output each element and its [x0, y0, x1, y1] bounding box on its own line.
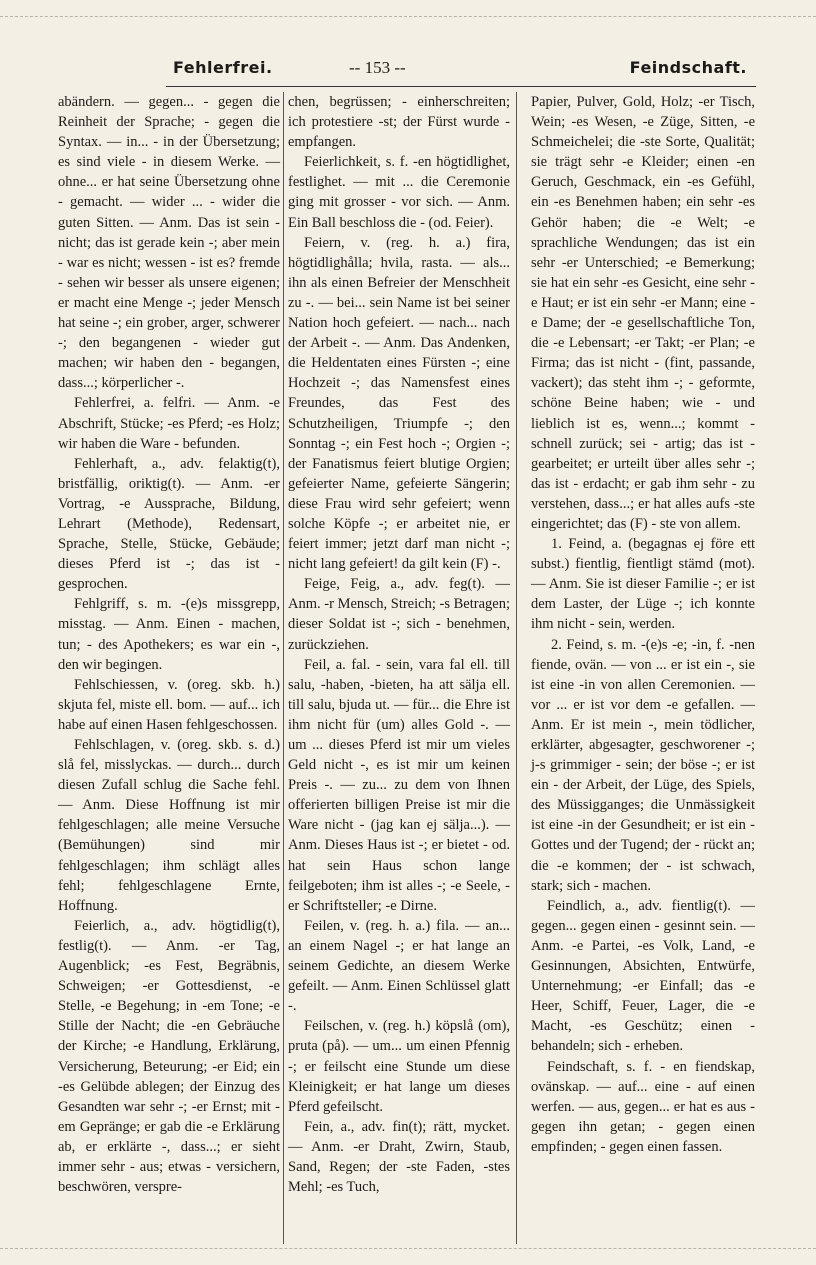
bottom-edge-line: [0, 1248, 816, 1249]
dictionary-entry: Feilschen, v. (reg. h.) köpslå (om), pruta (på). — um... um einen Pfennig -; er feilscht eine Stunde um diese Kleinigkeit; er hat lange um dieses Pferd gefeilscht.: [288, 1018, 510, 1115]
dictionary-entry: Feiern, v. (reg. h. a.) fira, högtidlighålla; hvila, rasta. — als... ihn als einen Befreier der Menschheit zu -. — bei... sein Name ist bei seiner Nation hoch gefeiert. — nach... nach der Arbeit -. — Anm. Das Andenken, die Heldentaten eines Fürsten -; eine Hochzeit -; das Namensfest eines Freundes, das Fest des Schutzheiligen, Triumpfe -; den Sonntag -; ein Fest hoch -; Orgien -; der Fanatismus feiert blutige Orgien; gefeierter Name, gefeierte Sängerin; diese Frau wird sehr gefeiert; wenn solche Köpfe -; er arbeitet nie, er feiert immer; jetzt darf man nicht -; nicht lang gefeiert! da gilt kein (F) -.: [288, 234, 510, 573]
dictionary-entry: Feierlichkeit, s. f. -en högtidlighet, festlighet. — mit ... die Ceremonie ging mit grosser - vor sich. — Anm. Ein Ball beschloss die - (od. Feier).: [288, 154, 510, 231]
left-running-head: Fehlerfrei.: [173, 58, 273, 77]
column-1: [58, 92, 280, 1197]
dictionary-entry: Feierlich, a., adv. högtidlig(t), festlig(t). — Anm. -er Tag, Augenblick; -es Fest, Begräbnis, Schweigen; -er Gottesdienst, -e Stelle, -e Begehung; in -em Tone; -e Stille der Nacht; die -en Gebräuche der Kirche; -e Handlung, Erklärung, Versicherung, Beteurung; -er Eid; ein -es Gelübde ablegen; der Einzug des Gesandten war sehr -; -er Ernst; mit -em Gepränge; er gab die -e Erklärung ab, er erklärte -, dass...; er sieht immer sehr - aus; etwas - versichern, beschwören, verspre-: [58, 917, 280, 1196]
dictionary-entry: Feindschaft, s. f. - en fiendskap, ovänskap. — auf... eine - auf einen werfen. — aus, gegen... er hat es aus - gegen ihn getan; - gegen einen empfinden; - gegen einen fassen.: [531, 1058, 755, 1155]
dictionary-entry: abändern. — gegen... - gegen die Reinheit der Sprache; - gegen die Syntax. — in... - in der Übersetzung; es sind viele - in diesem Werke. — ohne... er hat seine Übersetzung ohne - gemacht. — wider ... - wider die guten Sitten. — Anm. Das ist sein - nicht; das ist gerade kein -; aber mein - war es nicht; wessen - ist es? fremde - sehen wir besser als unsere eigenen; er macht eine Menge -; jeder Mensch hat seine -; ein grober, arger, schwerer -; den begangenen - wieder gut machen; wir haben den - begangen, dass...; körperlicher -.: [58, 94, 280, 392]
dictionary-entry: Feil, a. fal. - sein, vara fal ell. till salu, -haben, -bieten, ha att sälja ell. till salu, bjuda ut. — für... die Ehre ist ihm nicht für (um) alles Gold -. — um ... dieses Pferd ist mir um vieles Geld nicht -, es ist mir um keinen Preis -. — zu... zu dem von Ihnen offerierten billigen Preise ist mir die Ware nicht - (jag kan ej sälja...). — Anm. Dieses Haus ist -; er bietet - od. hat sein Haus schon lange feilgeboten; ihm ist alles -; -e Seele, -er Schriftsteller; -e Dirne.: [288, 656, 510, 914]
column-2: [288, 92, 510, 1197]
page-header: [165, 58, 755, 84]
dictionary-entry: Feilen, v. (reg. h. a.) fila. — an... an einem Nagel -; er hat lange an seinem Gedichte, an diesem Werke gefeilt. — Anm. Einen Schlüssel glatt -.: [288, 917, 510, 1015]
dictionary-entry: Fehlgriff, s. m. -(e)s missgrepp, misstag. — Anm. Einen - machen, tun; - des Apothekers; es war ein -, den wir begingen.: [58, 596, 280, 673]
column-divider: [283, 92, 284, 1244]
dictionary-entry: Fein, a., adv. fin(t); rätt, mycket. — Anm. -er Draht, Zwirn, Staub, Sand, Regen; der -ste Faden, -stes Mehl; -es Tuch,: [288, 1118, 510, 1196]
dictionary-entry: chen, begrüssen; - einherschreiten; ich protestiere -st; der Fürst wurde - empfangen.: [288, 94, 510, 151]
dictionary-entry: Fehlschlagen, v. (oreg. skb. s. d.) slå fel, misslyckas. — durch... durch diesen Zufall schlug die Sache fehl. — Anm. Diese Hoffnung ist mir fehlgeschlagen; alle meine Versuche (Bemühungen) sind mir fehlgeschlagen; ihm schlägt alles fehl; fehlgeschlagene Ernte, Hoffnung.: [58, 737, 280, 914]
header-rule: [166, 86, 756, 87]
dictionary-entry: Fehlschiessen, v. (oreg. skb. h.) skjuta fel, miste ell. bom. — auf... ich habe auf einen Hasen fehlgeschossen.: [58, 676, 280, 733]
right-running-head: Feindschaft.: [629, 58, 747, 77]
dictionary-entry: 1. Feind, a. (begagnas ej före ett subst.) fientlig, fientligt stämd (mot). — Anm. Sie ist dieser Familie -; er ist dem Laster, der Lüge -; ich konnte ihm nicht - sein, werden.: [531, 536, 755, 633]
column-3: [531, 92, 755, 1157]
dictionary-entry: 2. Feind, s. m. -(e)s -e; -in, f. -nen fiende, ovän. — von ... er ist ein -, sie ist eine -in von allen Ceremonien. — vor ... er ist vor dem -e gefallen. — Anm. Er ist mein -, mein tödlicher, erklärter, abgesagter, geschworener -; j-s grimmiger - sein; der böse -; er ist ein - der Arbeit, der Lüge, des Spiels, des Müssigganges; die Unmässigkeit ist eine -in der Gesundheit; er ist ein - Gottes und der Tugend; der - rückt an; die -e kommen; der - ist schwach, stark; sich - machen.: [531, 636, 755, 894]
column-divider: [516, 92, 517, 1244]
dictionary-entry: Feindlich, a., adv. fientlig(t). — gegen... gegen einen - gesinnt sein. — Anm. -e Partei, -es Volk, Land, -e Gesinnungen, Absichten, Entwürfe, Unternehmung; -er Einfall; das -e Heer, Schiff, Feuer, Lager, die -e Macht, -es Geschütz; einen - behandeln; sich - erheben.: [531, 897, 755, 1055]
dictionary-entry: Fehlerhaft, a., adv. felaktig(t), bristfällig, oriktig(t). — Anm. -er Vortrag, -e Aussprache, Bildung, Lehrart (Methode), Redensart, Sprache, Stelle, Stücke, Gebäude; dieses Pferd ist -; das ist - gesprochen.: [58, 455, 280, 593]
dictionary-entry: Fehlerfrei, a. felfri. — Anm. -e Abschrift, Stücke; -es Pferd; -es Holz; wir haben die Ware - befunden.: [58, 395, 280, 452]
dictionary-entry: Feige, Feig, a., adv. feg(t). — Anm. -r Mensch, Streich; -s Betragen; dieser Soldat ist -; sich - benehmen, zurückziehen.: [288, 576, 510, 653]
page-number: -- 153 --: [349, 58, 406, 77]
dictionary-entry: Papier, Pulver, Gold, Holz; -er Tisch, Wein; -es Wesen, -e Züge, Sitten, -e Schmeichelei; die -ste Sorte, Qualität; sie trägt sehr -e Kleider; einen -en Geruch, Geschmack, ein -es Gefühl, ein -es Benehmen haben; ein sehr -es Gehör haben; die -e Welt; -e sprachliche Wendungen; das ist ein sehr -er Unterschied; -e Bemerkung; sie hat ein sehr -es Gesicht, eine sehr -e Haut; er ist ein sehr -er Mann; eine -e Dame; der -e gesellschaftliche Ton, die -e Lebensart; -er Takt; -er Plan; -e Firma; das ist nicht - (fint, passande, vackert); das steht ihm -; - geformte, schöne Beine haben; wie - und lieblich ist es, wenn...; kommt - schnell zurück; sei - artig; das ist - gearbeitet; er urteilt über alles sehr -; das ist - erdacht; er gab ihm sehr - zu verstehen, dass...; er hat alles aufs -ste eingerichtet; das (F) - ste von allem.: [531, 94, 755, 532]
top-edge-line: [0, 16, 816, 17]
